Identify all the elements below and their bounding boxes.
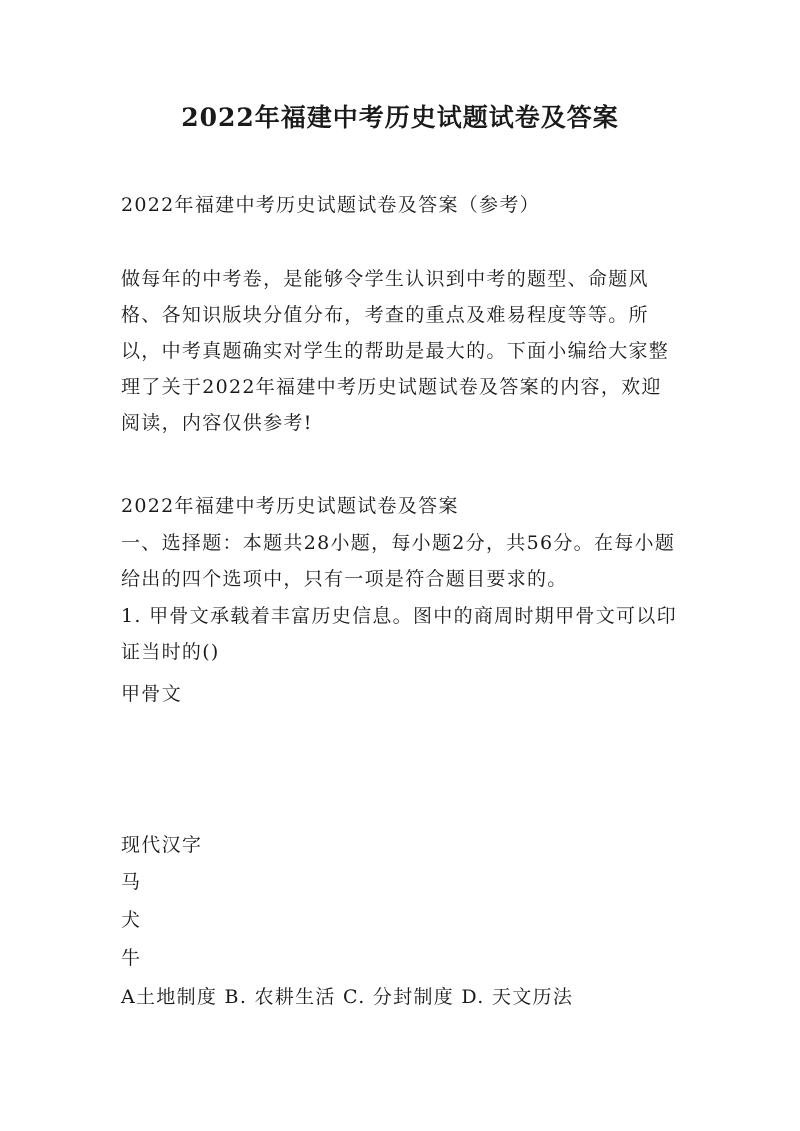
figure-label-oracle-bone: 甲骨文 bbox=[121, 683, 182, 705]
figure-char-dog: 犬 bbox=[121, 909, 142, 931]
figure-char-horse: 马 bbox=[121, 871, 142, 893]
document-subtitle: 2022年福建中考历史试题试卷及答案（参考） bbox=[121, 194, 540, 216]
question-1-options: A土地制度 B. 农耕生活 C. 分封制度 D. 天文历法 bbox=[121, 986, 574, 1008]
question-1: 1. 甲骨文承载着丰富历史信息。图中的商周时期甲骨文可以印证当时的() bbox=[121, 605, 677, 663]
section-heading: 2022年福建中考历史试题试卷及答案 bbox=[121, 495, 459, 517]
document-title: 2022年福建中考历史试题试卷及答案 bbox=[181, 103, 619, 132]
figure-char-ox: 牛 bbox=[121, 947, 142, 969]
part-one-instructions: 一、选择题：本题共28小题，每小题2分，共56分。在每小题给出的四个选项中，只有一项是符合题目要求的。 bbox=[121, 532, 676, 590]
intro-paragraph: 做每年的中考卷，是能够令学生认识到中考的题型、命题风格、各知识版块分值分布，考查的重点及难易程度等等。所以，中考真题确实对学生的帮助是最大的。下面小编给大家整理了关于2022年福建中考历史试题试卷及答案的内容，欢迎阅读，内容仅供参考! bbox=[121, 268, 670, 434]
figure-label-modern: 现代汉字 bbox=[121, 834, 203, 856]
